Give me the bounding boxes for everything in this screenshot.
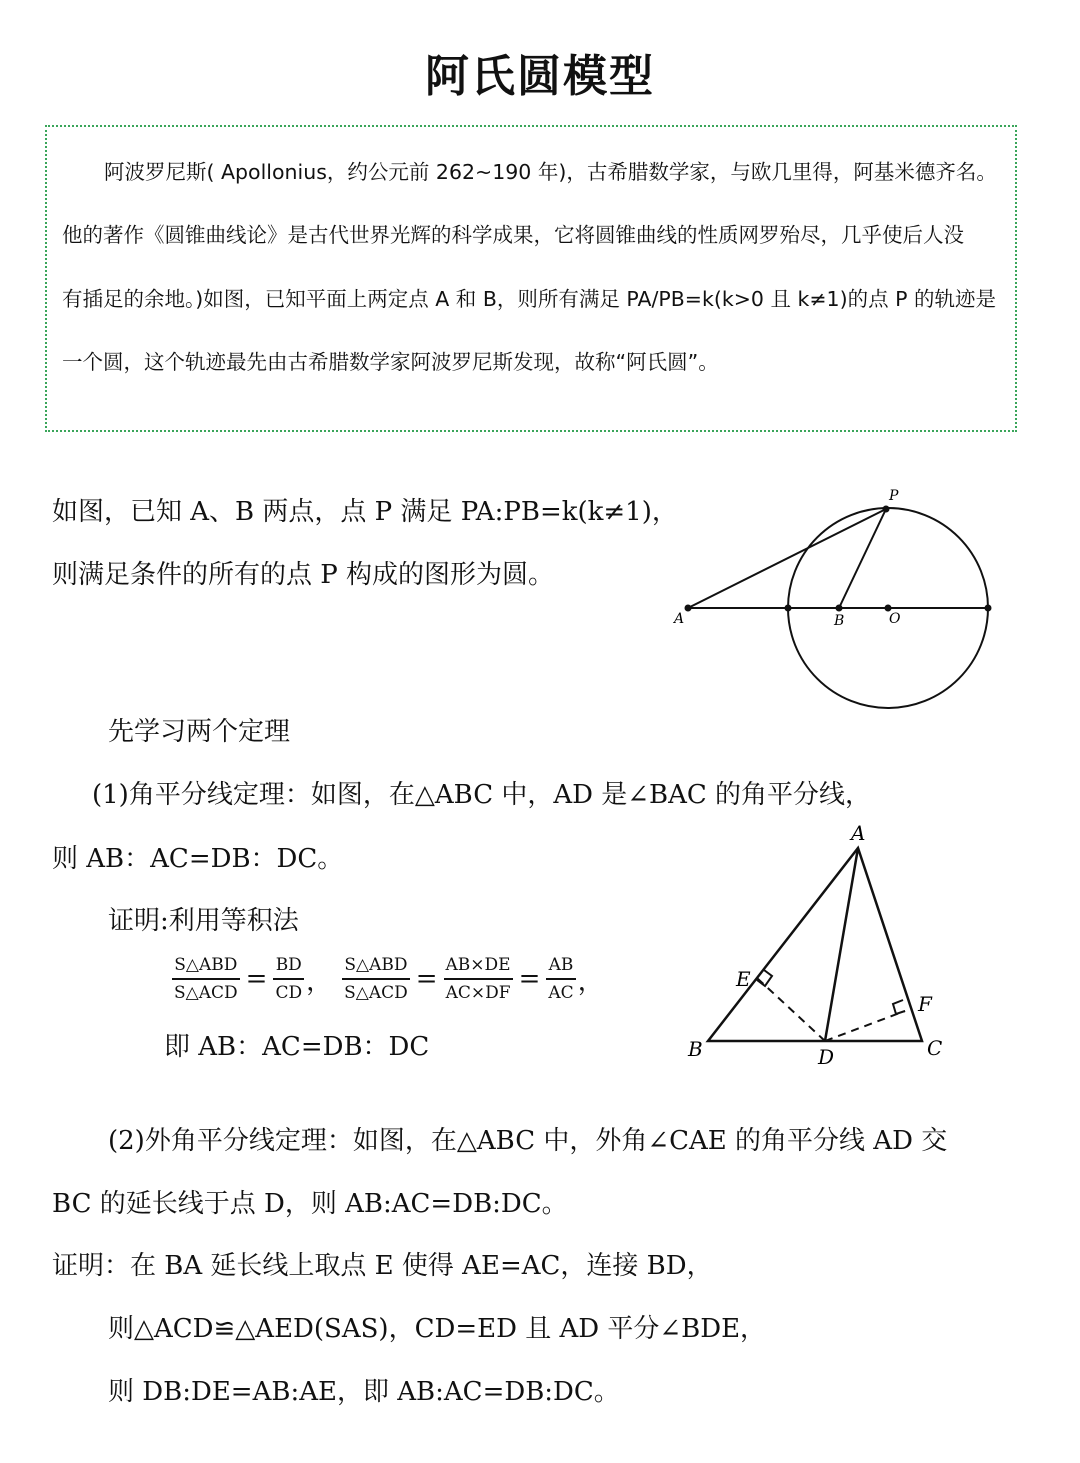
- label-B: B: [688, 1037, 703, 1061]
- label-C: C: [927, 1036, 943, 1060]
- fraction-4-numerator: AB×DE: [444, 952, 513, 980]
- fraction-1-numerator: S△ABD: [172, 952, 240, 980]
- triangle-ABC: [708, 848, 922, 1041]
- theorem2-line-1: (2)外角平分线定理：如图，在△ABC 中，外角∠CAE 的角平分线 AD 交: [108, 1126, 948, 1156]
- fraction-2: [273, 952, 304, 1006]
- fraction-2-numerator: BD: [273, 952, 304, 980]
- label-P: P: [889, 488, 899, 504]
- statement-line-2: 则满足条件的所有的点 P 构成的图形为圆。: [52, 560, 555, 590]
- label-F: F: [918, 992, 932, 1016]
- label-A: A: [674, 611, 685, 627]
- equals-sign: =: [245, 964, 268, 994]
- right-angle-mark-F: [893, 1000, 905, 1014]
- perpendicular-DF: [825, 1011, 905, 1041]
- fraction-2-denominator: CD: [275, 983, 303, 1003]
- intro-line-4: 一个圆，这个轨迹最先由古希腊数学家阿波罗尼斯发现，故称“阿氏圆”。: [62, 350, 719, 374]
- intro-line-2: 他的著作《圆锥曲线论》是古代世界光辉的科学成果，它将圆锥曲线的性质网罗殆尽，几乎使后人没: [62, 223, 964, 247]
- fraction-5-numerator: AB: [546, 952, 575, 980]
- theorems-heading: 先学习两个定理: [108, 717, 291, 747]
- right-angle-mark-E: [757, 970, 772, 986]
- perpendicular-DE: [757, 978, 825, 1041]
- segment-BP: [839, 509, 886, 608]
- fraction-1-denominator: S△ACD: [174, 983, 238, 1003]
- fraction-5: [546, 952, 575, 1006]
- fraction-3-denominator: S△ACD: [344, 983, 408, 1003]
- segment-AP: [688, 509, 886, 608]
- label-D: D: [818, 1045, 835, 1069]
- area-ratio-equation: [172, 952, 604, 1006]
- fraction-5-denominator: AC: [548, 983, 574, 1003]
- point-right-end: [985, 605, 992, 612]
- label-O: O: [889, 611, 901, 627]
- fraction-3-numerator: S△ABD: [342, 952, 410, 980]
- end-comma: ，: [577, 966, 604, 997]
- theorem1-line-2: 则 AB：AC=DB：DC。: [52, 844, 344, 874]
- fraction-4: [444, 952, 513, 1006]
- statement-line-1: 如图，已知 A、B 两点，点 P 满足 PA:PB=k(k≠1)，: [52, 497, 678, 527]
- equals-sign: =: [518, 964, 541, 994]
- label-B: B: [834, 613, 845, 629]
- point-A: [685, 605, 692, 612]
- theorem1-line-1: (1)角平分线定理：如图，在△ABC 中，AD 是∠BAC 的角平分线，: [92, 780, 872, 810]
- label-A: A: [851, 821, 866, 845]
- theorem2-proof-line-3: 则 DB:DE=AB:AE，即 AB:AC=DB:DC。: [108, 1377, 620, 1407]
- apollonius-circle-figure: [660, 480, 1020, 720]
- theorem2-proof-line-2: 则△ACD≌△AED(SAS)，CD=ED 且 AD 平分∠BDE，: [108, 1314, 767, 1344]
- point-P: [883, 506, 890, 513]
- angle-bisector-figure: [670, 815, 970, 1075]
- bisector-AD: [825, 848, 858, 1041]
- fraction-4-denominator: AC×DF: [445, 983, 511, 1003]
- point-left-end: [785, 605, 792, 612]
- point-B: [836, 605, 843, 612]
- theorem2-line-2: BC 的延长线于点 D，则 AB:AC=DB:DC。: [52, 1189, 568, 1219]
- intro-line-1: 阿波罗尼斯( Apollonius，约公元前 262~190 年)，古希腊数学家，与欧几里得，阿基米德齐名。: [104, 160, 997, 184]
- equals-sign: =: [415, 964, 438, 994]
- label-E: E: [736, 967, 751, 991]
- fraction-3: [342, 952, 410, 1006]
- intro-line-3: 有插足的余地。)如图，已知平面上两定点 A 和 B，则所有满足 PA/PB=k(k>0 且 k≠1)的点 P 的轨迹是: [62, 287, 996, 311]
- theorem2-proof-line-1: 证明：在 BA 延长线上取点 E 使得 AE=AC，连接 BD，: [52, 1251, 713, 1281]
- theorem1-proof-label: 证明:利用等积法: [108, 906, 299, 936]
- fraction-1: [172, 952, 240, 1006]
- page-title: 阿氏圆模型: [425, 51, 655, 102]
- separator-comma: ，: [306, 966, 333, 997]
- theorem1-conclusion: 即 AB：AC=DB：DC: [164, 1032, 430, 1062]
